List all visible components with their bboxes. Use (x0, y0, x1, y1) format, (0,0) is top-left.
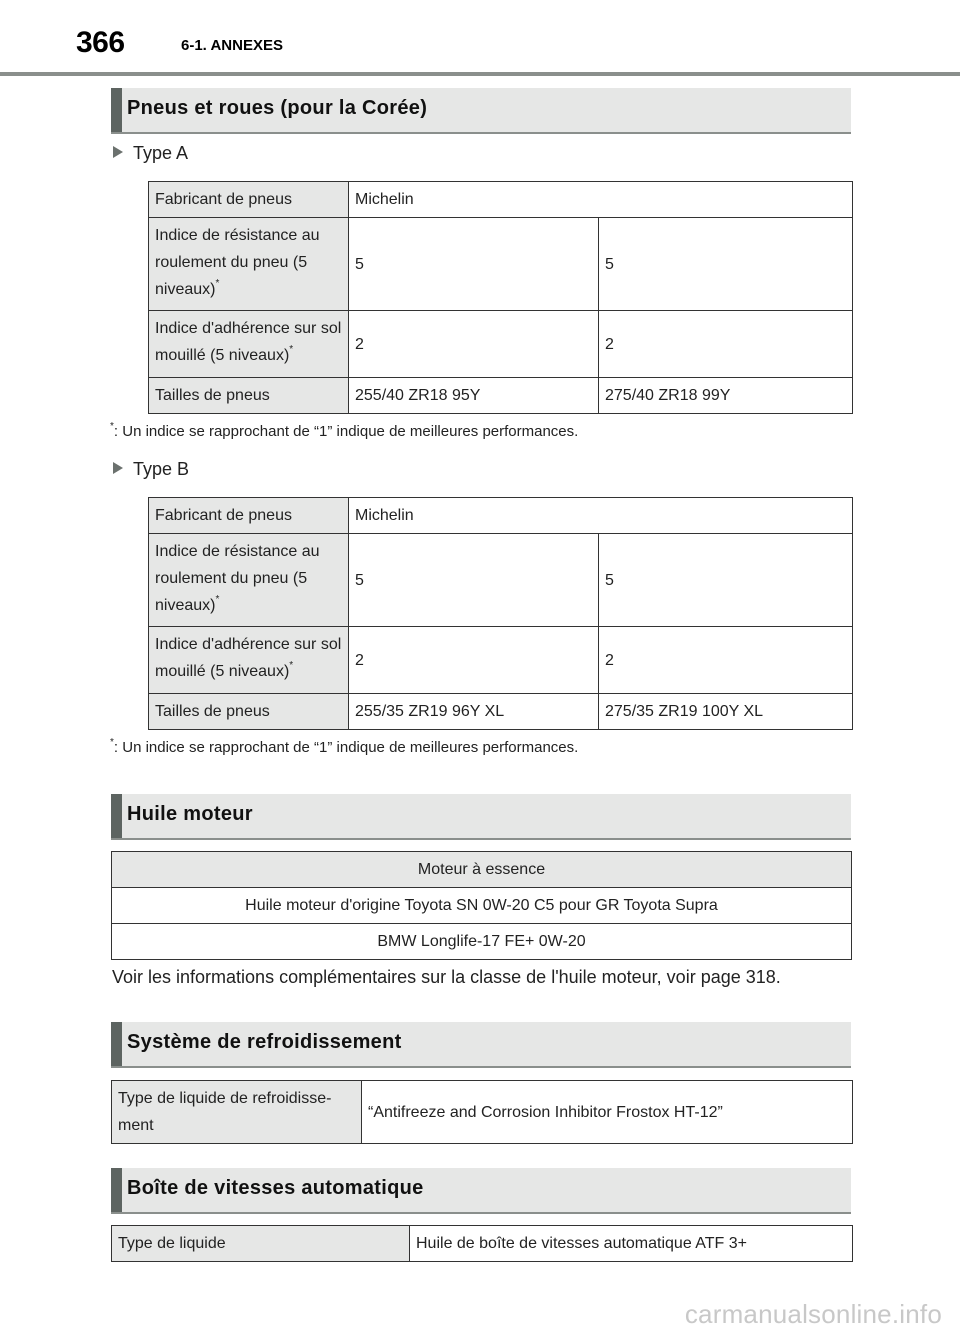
tire-size-rear: 275/35 ZR19 100Y XL (599, 694, 853, 730)
coolant-type-value: “Antifreeze and Corrosion Inhibitor Frostox HT-12” (362, 1081, 853, 1144)
section-heading-oil (111, 794, 851, 840)
tire-size-label: Tailles de pneus (149, 694, 349, 730)
manufacturer-value: Michelin (349, 182, 853, 218)
rolling-resistance-label: Indice de résistance au roulement du pneu (5 niveaux)* (149, 534, 349, 627)
page-header (0, 0, 960, 76)
triangle-bullet-icon (113, 462, 123, 474)
type-a-footnote: *: Un indice se rapprochant de “1” indique de meilleures performances. (110, 421, 579, 440)
section-bar (111, 1022, 122, 1066)
manufacturer-label: Fabricant de pneus (149, 498, 349, 534)
rolling-resistance-front: 5 (349, 534, 599, 627)
page-number: 366 (76, 26, 125, 59)
wet-grip-rear: 2 (599, 311, 853, 378)
section-bar (111, 88, 122, 132)
oil-row: BMW Longlife-17 FE+ 0W-20 (112, 924, 852, 960)
chapter-title: 6-1. ANNEXES (181, 37, 283, 54)
coolant-type-label: Type de liquide de refroidisse-ment (112, 1081, 362, 1144)
tire-size-front: 255/40 ZR18 95Y (349, 378, 599, 414)
tire-size-front: 255/35 ZR19 96Y XL (349, 694, 599, 730)
wet-grip-label: Indice d'adhérence sur sol mouillé (5 niveaux)* (149, 627, 349, 694)
oil-row: Huile moteur d'origine Toyota SN 0W-20 C5 pour GR Toyota Supra (112, 888, 852, 924)
type-a-table (148, 181, 853, 414)
oil-note: Voir les informations complémentaires sur la classe de l'huile moteur, voir page 318. (112, 967, 781, 987)
transmission-table (111, 1225, 853, 1262)
section-bar (111, 794, 122, 838)
section-bar (111, 1168, 122, 1212)
tire-size-label: Tailles de pneus (149, 378, 349, 414)
wet-grip-front: 2 (349, 311, 599, 378)
header-divider (0, 72, 960, 76)
tire-size-rear: 275/40 ZR18 99Y (599, 378, 853, 414)
manufacturer-value: Michelin (349, 498, 853, 534)
rolling-resistance-rear: 5 (599, 218, 853, 311)
fluid-type-value: Huile de boîte de vitesses automatique ATF 3+ (410, 1226, 853, 1262)
section-heading-transmission (111, 1168, 851, 1214)
oil-table-header: Moteur à essence (112, 852, 852, 888)
section-heading-tires (111, 88, 851, 134)
wet-grip-rear: 2 (599, 627, 853, 694)
rolling-resistance-front: 5 (349, 218, 599, 311)
manufacturer-label: Fabricant de pneus (149, 182, 349, 218)
fluid-type-label: Type de liquide (112, 1226, 410, 1262)
wet-grip-front: 2 (349, 627, 599, 694)
type-b-label: Type B (113, 459, 189, 480)
cooling-table (111, 1080, 853, 1144)
wet-grip-label: Indice d'adhérence sur sol mouillé (5 niveaux)* (149, 311, 349, 378)
oil-table (111, 851, 852, 960)
section-heading-cooling (111, 1022, 851, 1068)
rolling-resistance-rear: 5 (599, 534, 853, 627)
section-title: Boîte de vitesses automatique (127, 1177, 424, 1199)
triangle-bullet-icon (113, 146, 123, 158)
rolling-resistance-label: Indice de résistance au roulement du pneu (5 niveaux)* (149, 218, 349, 311)
type-a-label: Type A (113, 143, 188, 164)
section-title: Pneus et roues (pour la Corée) (127, 97, 428, 119)
type-b-table (148, 497, 853, 730)
section-title: Système de refroidissement (127, 1031, 402, 1053)
watermark: carmanualsonline.info (684, 1299, 942, 1329)
type-b-footnote: *: Un indice se rapprochant de “1” indique de meilleures performances. (110, 737, 579, 756)
section-title: Huile moteur (127, 803, 253, 825)
